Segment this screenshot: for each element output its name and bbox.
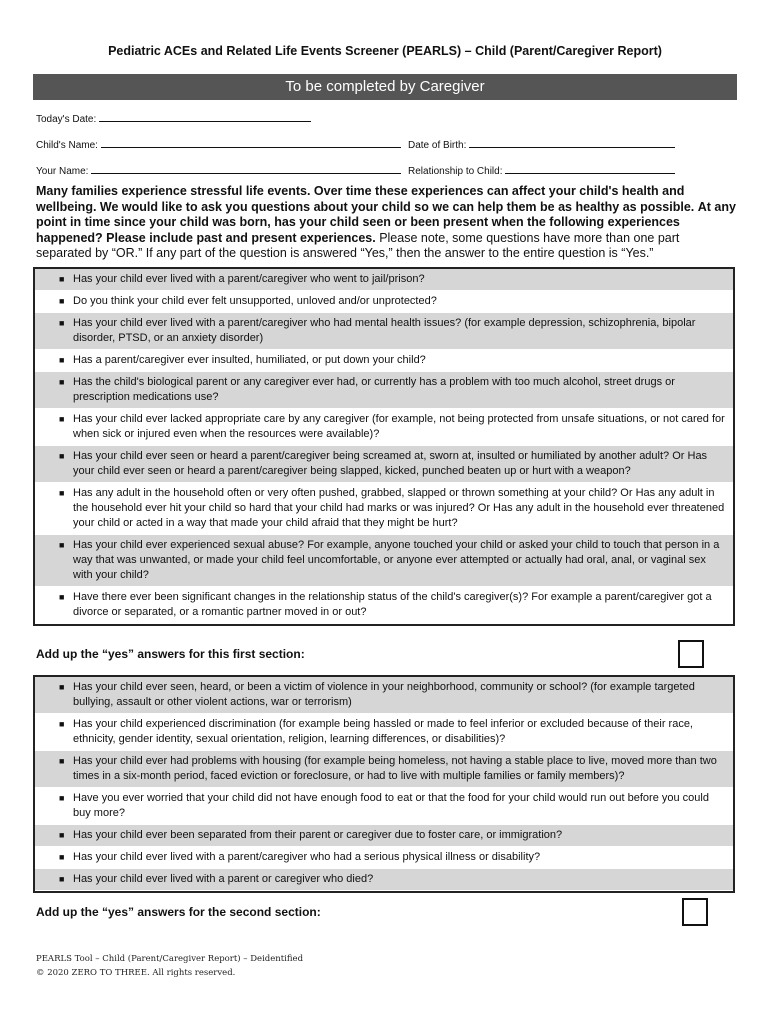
- question-text: Has your child ever lived with a parent/caregiver who had a serious physical illness or disability?: [73, 851, 541, 863]
- question-text: Has your child ever been separated from their parent or caregiver due to foster care, or immigration?: [73, 829, 563, 841]
- bullet-icon: ■: [59, 793, 65, 803]
- date-of-birth-field[interactable]: [408, 138, 675, 151]
- your-name-line[interactable]: [91, 164, 401, 174]
- bullet-icon: ■: [59, 852, 65, 862]
- intro-paragraph: [36, 184, 736, 262]
- bullet-icon: ■: [59, 488, 65, 498]
- bullet-icon: ■: [59, 414, 65, 424]
- childs-name-field[interactable]: [36, 138, 401, 151]
- question-row: [35, 313, 733, 350]
- date-of-birth-label: Date of Birth:: [408, 140, 467, 151]
- todays-date-label: Today's Date:: [36, 114, 97, 125]
- bullet-icon: ■: [59, 540, 65, 550]
- question-text: Have you ever worried that your child did not have enough food to eat or that the food for your child would run out before you could buy more?: [73, 792, 709, 819]
- bullet-icon: ■: [59, 719, 65, 729]
- bullet-icon: ■: [59, 355, 65, 365]
- question-row: [35, 269, 733, 291]
- relationship-label: Relationship to Child:: [408, 166, 503, 177]
- childs-name-line[interactable]: [101, 138, 401, 148]
- question-row: [35, 788, 733, 825]
- relationship-field[interactable]: [408, 164, 675, 177]
- question-row: [35, 587, 733, 624]
- caregiver-banner: To be completed by Caregiver: [33, 74, 737, 100]
- question-row: [35, 483, 733, 535]
- section-one-questions: [33, 267, 735, 626]
- question-row: [35, 847, 733, 869]
- section-two-addup-label: Add up the “yes” answers for the second section:: [36, 905, 321, 919]
- your-name-field[interactable]: [36, 164, 401, 177]
- intro-bold-2: At any point in time since your child was born, has your child seen or been present when the following experiences happened? Please include past and present experiences.: [36, 199, 736, 245]
- question-row: [35, 291, 733, 313]
- question-row: [35, 372, 733, 409]
- question-row: [35, 409, 733, 446]
- question-text: Have there ever been significant changes in the relationship status of the child's caregiver(s)? For example a parent/caregiver got a divorce or separated, or a romantic partner moved in or out?: [73, 591, 712, 618]
- question-text: Has your child ever had problems with housing (for example being homeless, not having a stable place to live, moved more than two times in a six-month period, faced eviction or foreclosure, or had to live with multiple families or family members)?: [73, 755, 717, 782]
- question-row: [35, 350, 733, 372]
- question-row: [35, 825, 733, 847]
- bullet-icon: ■: [59, 682, 65, 692]
- bullet-icon: ■: [59, 592, 65, 602]
- question-text: Has any adult in the household often or very often pushed, grabbed, slapped or thrown something at your child? Or Has any adult in the household ever hit your child so hard that your child had marks or was injured? Or Has any adult in the household ever threatened your child or acted in a way that made your child afraid that they might be hurt?: [73, 487, 725, 529]
- bullet-icon: ■: [59, 830, 65, 840]
- bullet-icon: ■: [59, 874, 65, 884]
- question-text: Has your child ever seen, heard, or been a victim of violence in your neighborhood, community or school? (for example targeted bullying, assault or other violent actions, war or terrorism): [73, 681, 695, 708]
- section-one-addup-label: Add up the “yes” answers for this first section:: [36, 647, 305, 661]
- section-two-total-box[interactable]: [682, 898, 708, 926]
- todays-date-field[interactable]: [36, 112, 311, 125]
- question-row: [35, 446, 733, 483]
- date-of-birth-line[interactable]: [469, 138, 675, 148]
- question-text: Has your child ever lived with a parent/caregiver who had mental health issues? (for example depression, schizophrenia, bipolar disorder, PTSD, or an anxiety disorder): [73, 317, 696, 344]
- question-text: Has a parent/caregiver ever insulted, humiliated, or put down your child?: [73, 354, 426, 366]
- bullet-icon: ■: [59, 377, 65, 387]
- question-row: [35, 751, 733, 788]
- intro-note: Please note, some questions have more than one part separated by “OR.” If any part of the question is answered “Yes,” then the answer to the entire question is “Yes.”: [36, 230, 680, 260]
- footer: [36, 952, 303, 980]
- question-row: [35, 677, 733, 714]
- footer-line-1: PEARLS Tool – Child (Parent/Caregiver Report) – Deidentified: [36, 954, 304, 964]
- question-text: Do you think your child ever felt unsupported, unloved and/or unprotected?: [73, 295, 437, 307]
- question-text: Has your child ever lacked appropriate care by any caregiver (for example, not being protected from unsafe situations, or not cared for when sick or injured even when the resources were available)?: [73, 413, 725, 440]
- your-name-label: Your Name:: [36, 166, 89, 177]
- question-row: [35, 535, 733, 587]
- bullet-icon: ■: [59, 296, 65, 306]
- footer-line-2: © 2020 ZERO TO THREE. All rights reserved.: [36, 968, 236, 978]
- section-one-total-box[interactable]: [678, 640, 704, 668]
- bullet-icon: ■: [59, 451, 65, 461]
- question-text: Has your child ever lived with a parent or caregiver who died?: [73, 873, 374, 885]
- question-text: Has your child ever lived with a parent/caregiver who went to jail/prison?: [73, 273, 425, 285]
- document-title: Pediatric ACEs and Related Life Events Screener (PEARLS) – Child (Parent/Caregiver Report): [108, 44, 662, 58]
- bullet-icon: ■: [59, 756, 65, 766]
- question-text: Has the child's biological parent or any caregiver ever had, or currently has a problem with too much alcohol, street drugs or prescription medications use?: [73, 376, 675, 403]
- question-row: [35, 869, 733, 891]
- childs-name-label: Child's Name:: [36, 140, 98, 151]
- question-text: Has your child ever experienced sexual abuse? For example, anyone touched your child or asked your child to touch that person in a way that was unwanted, or made your child feel uncomfortable, or anyone ever attempted or actually had oral, anal, or vaginal sex with your child?: [73, 539, 720, 581]
- intro-bold-1: Many families experience stressful life events. Over time these experiences can affect your child's health and wellbeing. We would like to ask you questions about your child so we can help them be as healthy as possible.: [36, 184, 695, 214]
- question-text: Has your child experienced discrimination (for example being hassled or made to feel inferior or excluded because of their race, ethnicity, gender identity, sexual orientation, religion, learning differences, or disabilities)?: [73, 718, 693, 745]
- question-row: [35, 714, 733, 751]
- bullet-icon: ■: [59, 274, 65, 284]
- relationship-line[interactable]: [505, 164, 675, 174]
- section-two-questions: [33, 675, 735, 893]
- todays-date-line[interactable]: [99, 112, 311, 122]
- bullet-icon: ■: [59, 318, 65, 328]
- question-text: Has your child ever seen or heard a parent/caregiver being screamed at, sworn at, insulted or humiliated by another adult? Or Has your child ever seen or heard a parent/caregiver being slapped, kicked, punched beaten up or hurt with a weapon?: [73, 450, 708, 477]
